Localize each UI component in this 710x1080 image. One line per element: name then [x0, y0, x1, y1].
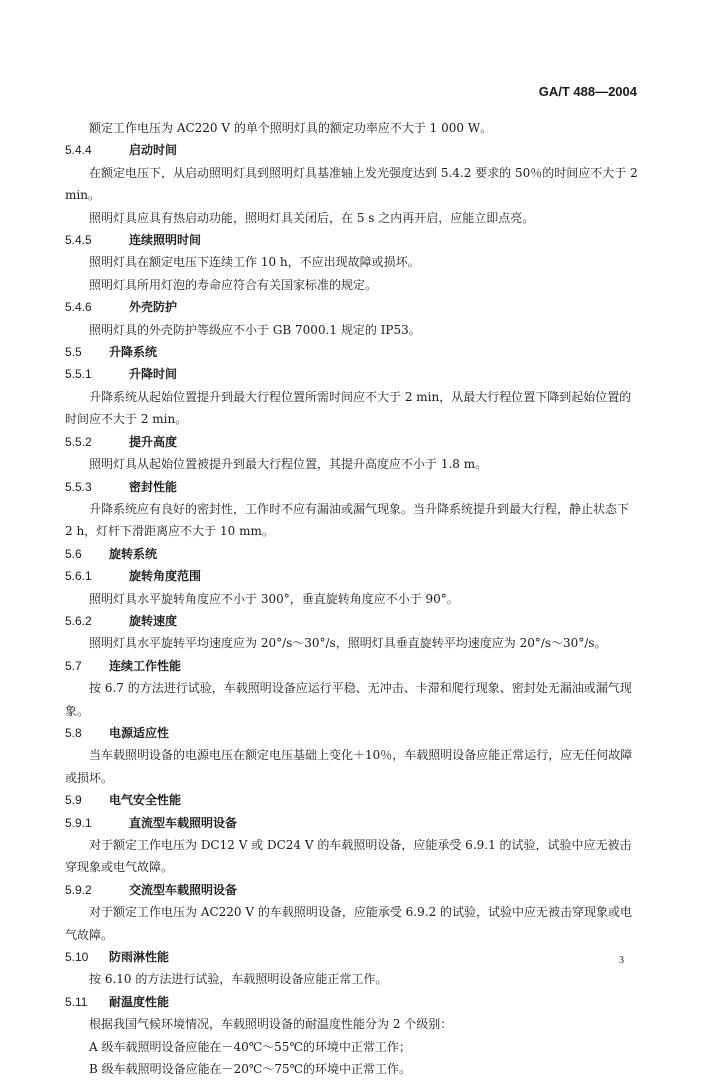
section-number: 5.5.1 — [65, 367, 92, 382]
section-title: 连续工作性能 — [109, 658, 182, 673]
section-title: 外壳防护 — [129, 300, 178, 315]
section-title: 旋转速度 — [129, 613, 178, 628]
section-number: 5.6 — [65, 546, 82, 561]
section-heading — [65, 296, 640, 318]
section-number: 5.9 — [65, 793, 82, 808]
section-title: 启动时间 — [129, 143, 178, 158]
section-number: 5.9.1 — [65, 815, 92, 830]
section-heading — [65, 476, 640, 498]
section-heading — [65, 655, 640, 677]
section-title: 密封性能 — [129, 479, 178, 494]
paragraph: B 级车载照明设备应能在－20℃～75℃的环境中正常工作。 — [89, 1062, 412, 1077]
section-heading — [65, 812, 640, 834]
paragraph: 额定工作电压为 AC220 V 的单个照明灯具的额定功率应不大于 1 000 W。 — [89, 121, 493, 135]
paragraph: 根据我国气候环境情况，车载照明设备的耐温度性能分为 2 个级别： — [89, 1017, 453, 1032]
paragraph: 当车载照明设备的电源电压在额定电压基础上变化＋10％，车载照明设备应能正常运行，应无任何故障或损坏。 — [65, 748, 633, 785]
paragraph: A 级车载照明设备应能在－40℃～55℃的环境中正常工作； — [89, 1039, 411, 1054]
section-heading — [65, 722, 640, 744]
section-heading — [65, 879, 640, 901]
page-number: 3 — [619, 955, 624, 966]
section-number: 5.4.6 — [65, 300, 92, 315]
section-heading — [65, 789, 640, 811]
section-heading — [65, 139, 640, 161]
section-number: 5.9.2 — [65, 882, 92, 897]
section-title: 提升高度 — [129, 434, 178, 449]
section-heading — [65, 431, 640, 453]
section-heading — [65, 991, 640, 1013]
section-title: 电源适应性 — [109, 725, 170, 740]
section-title: 交流型车载照明设备 — [129, 882, 238, 897]
section-title: 连续照明时间 — [129, 233, 202, 248]
section-heading — [65, 565, 640, 587]
document-code: GA/T 488—2004 — [538, 84, 637, 99]
paragraph: 在额定电压下，从启动照明灯具到照明灯具基准轴上发光强度达到 5.4.2 要求的 50％的时间应不大于 2 min。 — [65, 165, 638, 203]
section-number: 5.8 — [65, 725, 82, 740]
paragraph: 照明灯具所用灯泡的寿命应符合有关国家标准的规定。 — [89, 277, 378, 292]
section-title: 升降时间 — [129, 367, 178, 382]
section-heading — [65, 610, 640, 632]
section-number: 5.7 — [65, 658, 82, 673]
paragraph: 对于额定工作电压为 AC220 V 的车载照明设备，应能承受 6.9.2 的试验，试验中应无被击穿现象或电气故障。 — [65, 905, 633, 942]
paragraph: 对于额定工作电压为 DC12 V 或 DC24 V 的车载照明设备，应能承受 6.9.1 的试验，试验中应无被击穿现象或电气故障。 — [65, 838, 632, 875]
section-number: 5.5.2 — [65, 434, 92, 449]
section-title: 电气安全性能 — [109, 793, 182, 808]
section-number: 5.4.4 — [65, 143, 92, 158]
section-number: 5.11 — [65, 994, 88, 1009]
section-heading — [65, 946, 640, 968]
section-heading — [65, 363, 640, 385]
section-title: 升降系统 — [109, 345, 158, 360]
section-title: 直流型车载照明设备 — [129, 815, 238, 830]
section-number: 5.4.5 — [65, 233, 92, 248]
section-title: 旋转角度范围 — [129, 569, 202, 584]
document-body — [65, 117, 640, 1080]
section-number: 5.10 — [65, 950, 89, 965]
paragraph: 照明灯具的外壳防护等级应不小于 GB 7000.1 规定的 IP53。 — [89, 322, 421, 337]
section-title: 防雨淋性能 — [109, 950, 170, 965]
section-heading — [65, 229, 640, 251]
section-title: 耐温度性能 — [109, 994, 170, 1009]
section-number: 5.5.3 — [65, 479, 92, 494]
section-title: 旋转系统 — [109, 546, 158, 561]
paragraph: 按 6.10 的方法进行试验，车载照明设备应能正常工作。 — [89, 972, 388, 987]
section-heading — [65, 543, 640, 565]
section-number: 5.6.2 — [65, 613, 92, 628]
paragraph: 按 6.7 的方法进行试验，车载照明设备应运行平稳、无冲击、卡滞和爬行现象、密封处无漏油或漏气现象。 — [65, 681, 632, 718]
paragraph: 升降系统应有良好的密封性，工作时不应有漏油或漏气现象。当升降系统提升到最大行程，静止状态下 2 h，灯杆下滑距离应不大于 10 mm。 — [65, 501, 630, 539]
paragraph: 照明灯具从起始位置被提升到最大行程位置，其提升高度应不小于 1.8 m。 — [89, 457, 488, 472]
section-heading — [65, 341, 640, 363]
paragraph: 照明灯具应具有热启动功能，照明灯具关闭后，在 5 s 之内再开启，应能立即点亮。 — [89, 210, 535, 225]
paragraph: 升降系统从起始位置提升到最大行程位置所需时间应不大于 2 min，从最大行程位置下降到起始位置的时间应不大于 2 min。 — [65, 389, 632, 427]
section-number: 5.6.1 — [65, 569, 92, 584]
paragraph: 照明灯具水平旋转平均速度应为 20°/s～30°/s，照明灯具垂直旋转平均速度应为 20°/s～30°/s。 — [89, 636, 607, 651]
paragraph: 照明灯具在额定电压下连续工作 10 h，不应出现故障或损坏。 — [89, 255, 420, 270]
paragraph: 照明灯具水平旋转角度应不小于 300°，垂直旋转角度应不小于 90°。 — [89, 591, 459, 606]
section-number: 5.5 — [65, 345, 82, 360]
